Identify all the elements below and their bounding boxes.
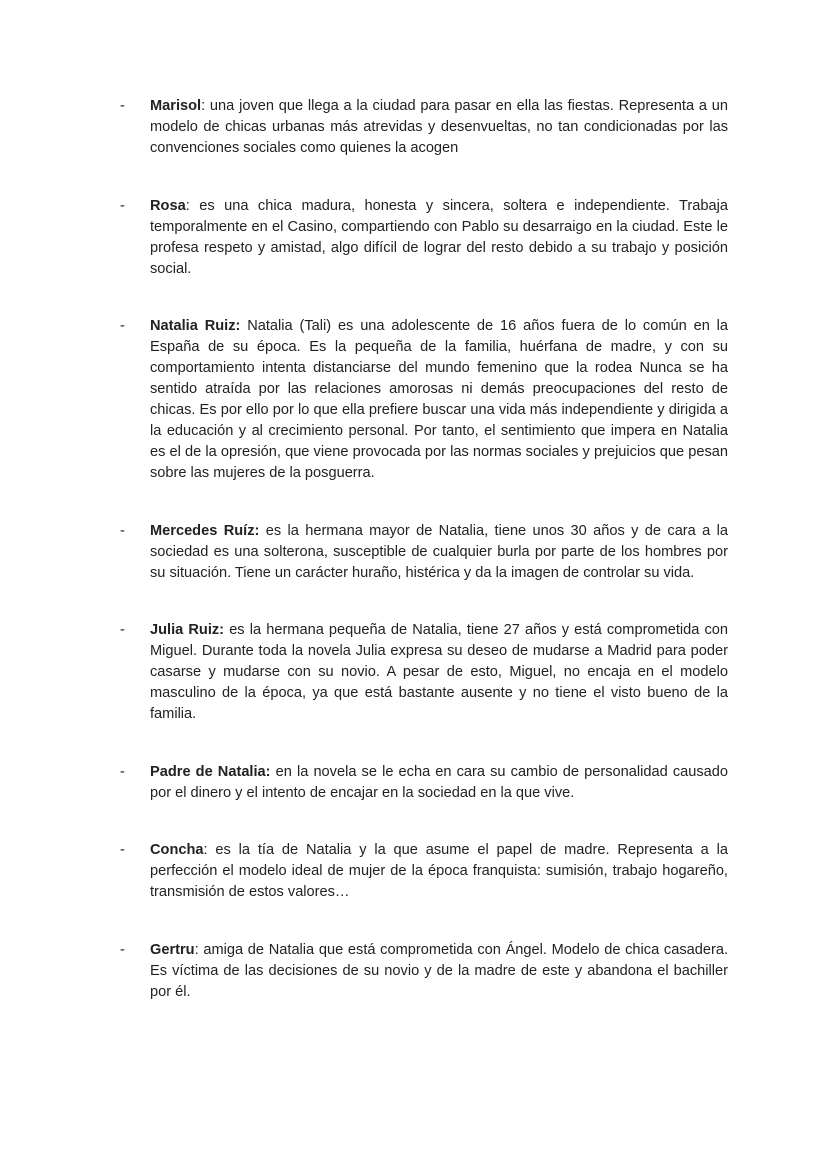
character-name: Concha	[150, 842, 204, 858]
bullet-dash: -	[120, 622, 125, 638]
character-description: : es la tía de Natalia y la que asume el papel de madre. Representa a la perfección el modelo ideal de mujer de la época franquista: sumisión, trabajo hogareño, transmisión de estos valores…	[150, 842, 728, 900]
bullet-dash: -	[120, 197, 125, 214]
list-item-concha	[120, 840, 728, 903]
character-description: es la hermana mayor de Natalia, tiene unos 30 años y de cara a la sociedad es una solterona, susceptible de cualquier burla por parte de los hombres por su situación. Tiene un carácter huraño, histérica y da la imagen de controlar su vida.	[150, 522, 728, 581]
character-description: : una joven que llega a la ciudad para pasar en ella las fiestas. Representa a un modelo de chicas urbanas más atrevidas y desenvueltas, no tan condicionadas por las convenciones sociales como quienes la acogen	[150, 98, 728, 156]
character-name: Mercedes Ruíz:	[150, 522, 260, 539]
character-description: : es una chica madura, honesta y sincera, soltera e independiente. Trabaja temporalmente en el Casino, compartiendo con Pablo su desarraigo en la ciudad. Este le profesa respeto y amistad, algo difícil de lograr del resto debido a su trabajo y posición social.	[150, 197, 728, 277]
list-item-julia-ruiz	[120, 620, 728, 725]
character-description: : amiga de Natalia que está comprometida con Ángel. Modelo de chica casadera. Es víctima de las decisiones de su novio y de la madre de este y abandona el bachiller por él.	[150, 941, 728, 1000]
bullet-dash: -	[120, 98, 125, 114]
list-item-padre-de-natalia	[120, 762, 728, 804]
list-item-gertru	[120, 940, 728, 1003]
character-description: Natalia (Tali) es una adolescente de 16 años fuera de lo común en la España de su época. Es la pequeña de la familia, huérfana de madre, y con su comportamiento intenta distanciarse del mundo femenino que la rodea Nunca se ha sentido atraída por las relaciones amorosas ni demás preocupaciones del resto de chicas. Es por ello por lo que ella prefiere buscar una vida más independiente y dirigida a la educación y al crecimiento personal. Por tanto, el sentimiento que impera en Natalia es el de la opresión, que viene provocada por las normas sociales y prejuicios que pesan sobre las mujeres de la posguerra.	[150, 318, 729, 481]
character-description: es la hermana pequeña de Natalia, tiene 27 años y está comprometida con Miguel. Durante toda la novela Julia expresa su deseo de mudarse a Madrid para poder casarse y mudarse con su novio. A pesar de esto, Miguel, no encaja en el modelo masculino de la época, ya que está bastante ausente y no tiene el visto bueno de la familia.	[150, 622, 729, 722]
character-name: Rosa	[150, 197, 186, 214]
list-item-marisol	[120, 96, 728, 159]
character-list	[120, 96, 728, 1039]
bullet-dash: -	[120, 763, 125, 780]
list-item-mercedes-ruiz	[120, 521, 728, 584]
list-item-natalia-ruiz	[120, 316, 728, 484]
character-name: Padre de Natalia:	[150, 763, 271, 780]
character-name: Marisol	[150, 98, 202, 114]
character-name: Natalia Ruiz:	[150, 318, 241, 334]
bullet-dash: -	[120, 842, 125, 858]
character-description: en la novela se le echa en cara su cambio de personalidad causado por el dinero y el intento de encajar en la sociedad en la que vive.	[150, 763, 728, 801]
bullet-dash: -	[120, 941, 125, 958]
bullet-dash: -	[120, 318, 125, 334]
bullet-dash: -	[120, 522, 125, 539]
character-name: Julia Ruiz:	[150, 622, 225, 638]
character-name: Gertru	[150, 941, 195, 958]
list-item-rosa	[120, 196, 728, 280]
